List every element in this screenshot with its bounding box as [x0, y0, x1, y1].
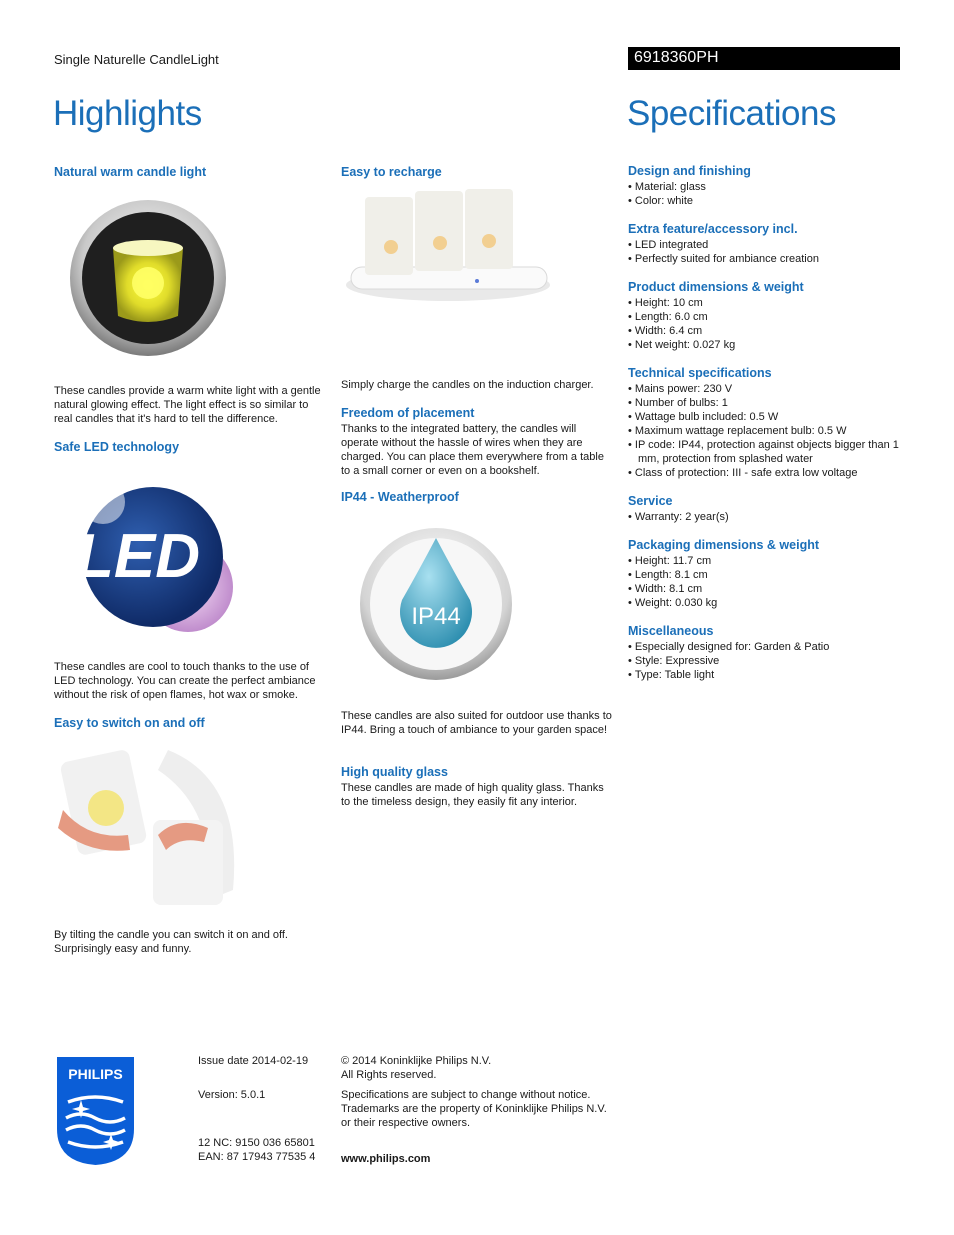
spec-item: • Color: white [628, 194, 903, 208]
tilting-candle-image [58, 740, 238, 915]
website-link[interactable]: www.philips.com [341, 1153, 431, 1165]
notice-line: Trademarks are the property of Koninklijke Philips N.V. [341, 1103, 607, 1115]
spec-item: • Length: 8.1 cm [628, 568, 903, 582]
philips-brand-text: PHILIPS [68, 1066, 123, 1082]
spec-item: • Type: Table light [628, 668, 903, 682]
product-code: 6918360PH [634, 49, 719, 66]
highlight-heading: Easy to switch on and off [54, 716, 205, 730]
spec-item: • Number of bulbs: 1 [628, 396, 903, 410]
led-logo-text: LED [76, 522, 200, 591]
highlight-text: These candles are also suited for outdoor use thanks to IP44. Bring a touch of ambiance to your garden space! [341, 710, 612, 736]
spec-item: • Height: 10 cm [628, 296, 903, 310]
highlights-title: Highlights [53, 94, 202, 133]
spec-group-design [628, 164, 903, 208]
spec-heading: Miscellaneous [628, 624, 714, 638]
spec-group-miscellaneous [628, 624, 903, 682]
spec-heading: Technical specifications [628, 366, 772, 380]
spec-item: • Maximum wattage replacement bulb: 0.5 W [628, 424, 903, 438]
highlight-text: Thanks to the integrated battery, the candles will operate without the hassle of wires when they are charged. You can place them everywhere from a table to a small corner or even on a bookshelf. [341, 423, 604, 477]
spec-item: • Material: glass [628, 180, 903, 194]
spec-item: • IP code: IP44, protection against objects bigger than 1 mm, protection from splashed water [628, 438, 903, 466]
spec-item: • Style: Expressive [628, 654, 903, 668]
highlight-text: These candles are cool to touch thanks to the use of LED technology. You can create the perfect ambiance without the risk of open flames, hot wax or smoke. [54, 661, 316, 701]
specifications-title: Specifications [627, 94, 836, 133]
spec-item: • Perfectly suited for ambiance creation [628, 252, 903, 266]
spec-item: • Wattage bulb included: 0.5 W [628, 410, 903, 424]
spec-item: • Width: 8.1 cm [628, 582, 903, 596]
highlight-text: By tilting the candle you can switch it on and off. Surprisingly easy and funny. [54, 929, 288, 955]
spec-item: • LED integrated [628, 238, 903, 252]
nc-number: 12 NC: 9150 036 65801 [198, 1137, 315, 1149]
spec-group-product-dimensions [628, 280, 903, 352]
specifications-list [628, 164, 903, 696]
rights: All Rights reserved. [341, 1069, 437, 1081]
highlight-heading: Freedom of placement [341, 406, 475, 420]
spec-group-technical [628, 366, 903, 480]
spec-item: • Height: 11.7 cm [628, 554, 903, 568]
notice-line: or their respective owners. [341, 1117, 470, 1129]
ip44-badge-image [356, 524, 516, 684]
version: Version: 5.0.1 [198, 1089, 266, 1101]
led-image [58, 462, 248, 652]
highlight-heading: Natural warm candle light [54, 165, 207, 179]
spec-item: • Especially designed for: Garden & Patio [628, 640, 903, 654]
notice-line: Specifications are subject to change without notice. [341, 1089, 591, 1101]
spec-item: • Width: 6.4 cm [628, 324, 903, 338]
document-meta [198, 1054, 323, 1164]
spec-group-packaging [628, 538, 903, 610]
spec-item: • Warranty: 2 year(s) [628, 510, 903, 524]
issue-date: Issue date 2014-02-19 [198, 1055, 309, 1067]
spec-item: • Class of protection: III - safe extra low voltage [628, 466, 903, 480]
ean-number: EAN: 87 17943 77535 4 [198, 1151, 316, 1163]
highlight-heading: Safe LED technology [54, 440, 180, 454]
spec-item: • Length: 6.0 cm [628, 310, 903, 324]
spec-heading: Packaging dimensions & weight [628, 538, 820, 552]
philips-shield-logo [54, 1054, 137, 1167]
recharge-candles-image [343, 185, 553, 325]
candle-light-image [58, 188, 238, 368]
spec-item: • Net weight: 0.027 kg [628, 338, 903, 352]
spec-item: • Mains power: 230 V [628, 382, 903, 396]
spec-item: • Weight: 0.030 kg [628, 596, 903, 610]
spec-heading: Extra feature/accessory incl. [628, 222, 798, 236]
ip44-badge-text: IP44 [411, 603, 461, 630]
spec-heading: Design and finishing [628, 164, 751, 178]
highlight-text: Simply charge the candles on the induction charger. [341, 379, 594, 391]
copyright: © 2014 Koninklijke Philips N.V. [341, 1055, 492, 1067]
legal-notice [341, 1054, 621, 1166]
highlight-text: These candles are made of high quality glass. Thanks to the timeless design, they easily fit any interior. [341, 782, 604, 808]
highlight-heading: High quality glass [341, 765, 448, 779]
highlight-text: These candles provide a warm white light with a gentle natural glowing effect. The light effect is so similar to real candles that it's hard to tell the difference. [54, 385, 321, 425]
spec-group-accessory [628, 222, 903, 266]
highlight-heading: Easy to recharge [341, 165, 442, 179]
spec-heading: Product dimensions & weight [628, 280, 804, 294]
product-code-bar [628, 47, 900, 70]
spec-heading: Service [628, 494, 673, 508]
spec-group-service [628, 494, 903, 524]
highlight-natural-light [54, 165, 324, 181]
highlight-heading: IP44 - Weatherproof [341, 490, 459, 504]
product-name: Single Naturelle CandleLight [54, 52, 219, 67]
